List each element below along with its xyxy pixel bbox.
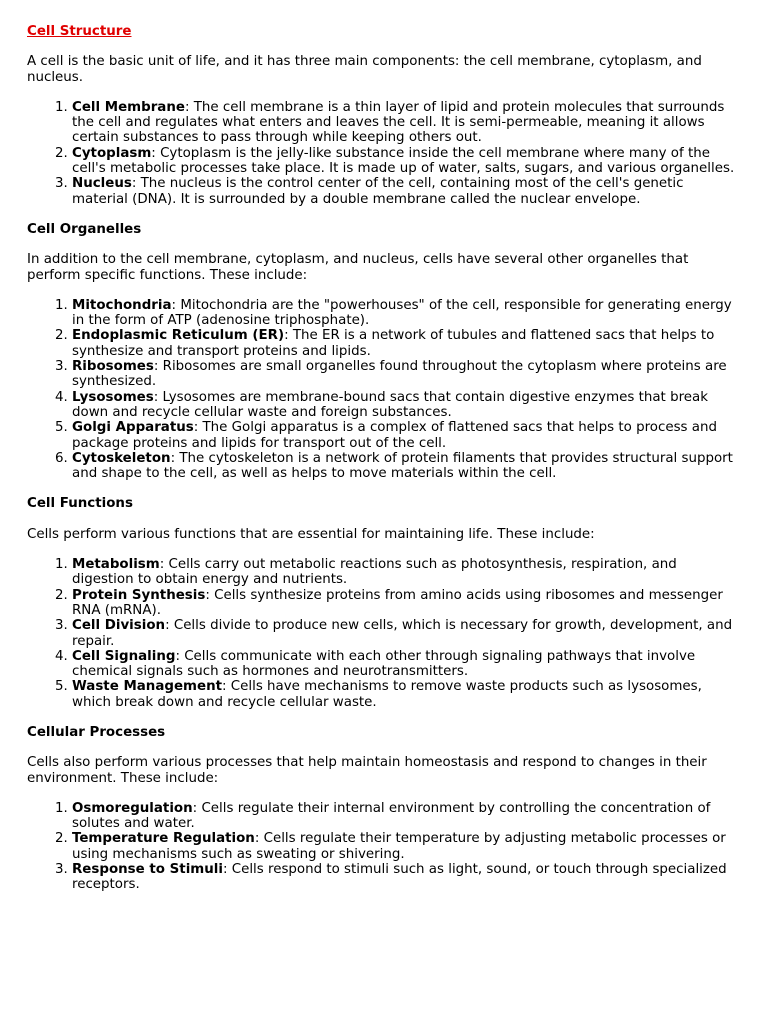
term-label: Osmoregulation [72, 800, 193, 816]
term-label: Golgi Apparatus [72, 420, 194, 436]
term-description: : Cells respond to stimuli such as light, sound, or touch through specialized receptors. [72, 862, 727, 893]
term-label: Protein Synthesis [72, 587, 206, 603]
term-label: Metabolism [72, 557, 160, 573]
term-description: : Mitochondria are the "powerhouses" of the cell, responsible for generating energy in the form of ATP (adenosine triphosphate). [72, 297, 732, 329]
term-description: : Cells regulate their internal environment by controlling the concentration of solutes and water. [72, 800, 711, 832]
components-list [27, 100, 738, 207]
term-description: : Cells have mechanisms to remove waste products such as lysosomes, which break down and recycle cellular waste. [72, 679, 702, 710]
section-heading-functions: Cell Functions [27, 496, 133, 512]
list-item [72, 588, 738, 619]
intro-paragraph: A cell is the basic unit of life, and it has three main components: the cell membrane, cytoplasm, and nucleus. [27, 54, 702, 85]
term-description: : Cells carry out metabolic reactions such as photosynthesis, respiration, and digestion to obtain energy and nutrients. [72, 557, 677, 588]
term-description: : Cells divide to produce new cells, which is necessary for growth, development, and repair. [72, 618, 733, 649]
list-item [72, 649, 738, 680]
list-item [72, 862, 738, 893]
term-label: Lysosomes [72, 389, 154, 405]
term-description: : Cytoplasm is the jelly-like substance inside the cell membrane where many of the cell's metabolic processes take place. It is made up of water, salts, sugars, and various organelles. [72, 145, 735, 177]
list-item [72, 679, 738, 710]
term-description: : Cells regulate their temperature by adjusting metabolic processes or using mechanisms such as sweating or shivering. [72, 831, 726, 862]
list-item [72, 359, 738, 390]
term-description: : Ribosomes are small organelles found throughout the cytoplasm where proteins are synthesized. [72, 359, 727, 390]
term-label: Cytoplasm [72, 145, 152, 161]
term-label: Cell Division [72, 618, 166, 634]
term-label: Endoplasmic Reticulum (ER) [72, 328, 285, 344]
list-item [72, 557, 738, 588]
term-label: Cell Membrane [72, 99, 185, 115]
term-description: : The cell membrane is a thin layer of lipid and protein molecules that surrounds the cell and regulates what enters and leaves the cell. It is semi-permeable, meaning it allows certain substances to pass through while keeping others out. [72, 99, 725, 146]
list-item [72, 831, 738, 862]
list-item [72, 100, 738, 146]
functions-list [27, 557, 738, 710]
list-item [72, 146, 738, 177]
term-label: Nucleus [72, 176, 132, 192]
section-heading-organelles: Cell Organelles [27, 221, 142, 237]
term-label: Mitochondria [72, 297, 172, 313]
list-item [72, 451, 738, 482]
processes-list [27, 801, 738, 893]
term-label: Waste Management [72, 679, 223, 695]
term-description: : The Golgi apparatus is a complex of flattened sacs that helps to process and package proteins and lipids for transport out of the cell. [72, 420, 717, 451]
term-description: : Cells synthesize proteins from amino acids using ribosomes and messenger RNA (mRNA). [72, 587, 723, 618]
term-description: : Cells communicate with each other through signaling pathways that involve chemical signals such as hormones and neurotransmitters. [72, 648, 696, 680]
term-label: Cytoskeleton [72, 450, 171, 466]
term-label: Response to Stimuli [72, 862, 223, 878]
document-title: Cell Structure [27, 24, 132, 39]
term-label: Ribosomes [72, 359, 154, 375]
organelles-list [27, 298, 738, 482]
list-item [72, 390, 738, 421]
term-label: Cell Signaling [72, 648, 176, 664]
term-description: : Lysosomes are membrane-bound sacs that contain digestive enzymes that break down and recycle cellular waste and foreign substances. [72, 389, 708, 420]
organelles-intro: In addition to the cell membrane, cytoplasm, and nucleus, cells have several other organelles that perform specific functions. These include: [27, 252, 689, 283]
term-label: Temperature Regulation [72, 831, 255, 847]
list-item [72, 176, 738, 207]
list-item [72, 420, 738, 451]
functions-intro: Cells perform various functions that are essential for maintaining life. These include: [27, 526, 595, 542]
list-item [72, 618, 738, 649]
processes-intro: Cells also perform various processes that help maintain homeostasis and respond to changes in their environment. These include: [27, 755, 707, 786]
term-description: : The cytoskeleton is a network of protein filaments that provides structural support and shape to the cell, as well as helps to move materials within the cell. [72, 450, 733, 482]
list-item [72, 801, 738, 832]
term-description: : The ER is a network of tubules and flattened sacs that helps to synthesize and transport proteins and lipids. [72, 328, 715, 359]
term-description: : The nucleus is the control center of the cell, containing most of the cell's genetic material (DNA). It is surrounded by a double membrane called the nuclear envelope. [72, 176, 684, 207]
list-item [72, 328, 738, 359]
list-item [72, 298, 738, 329]
section-heading-processes: Cellular Processes [27, 724, 166, 740]
